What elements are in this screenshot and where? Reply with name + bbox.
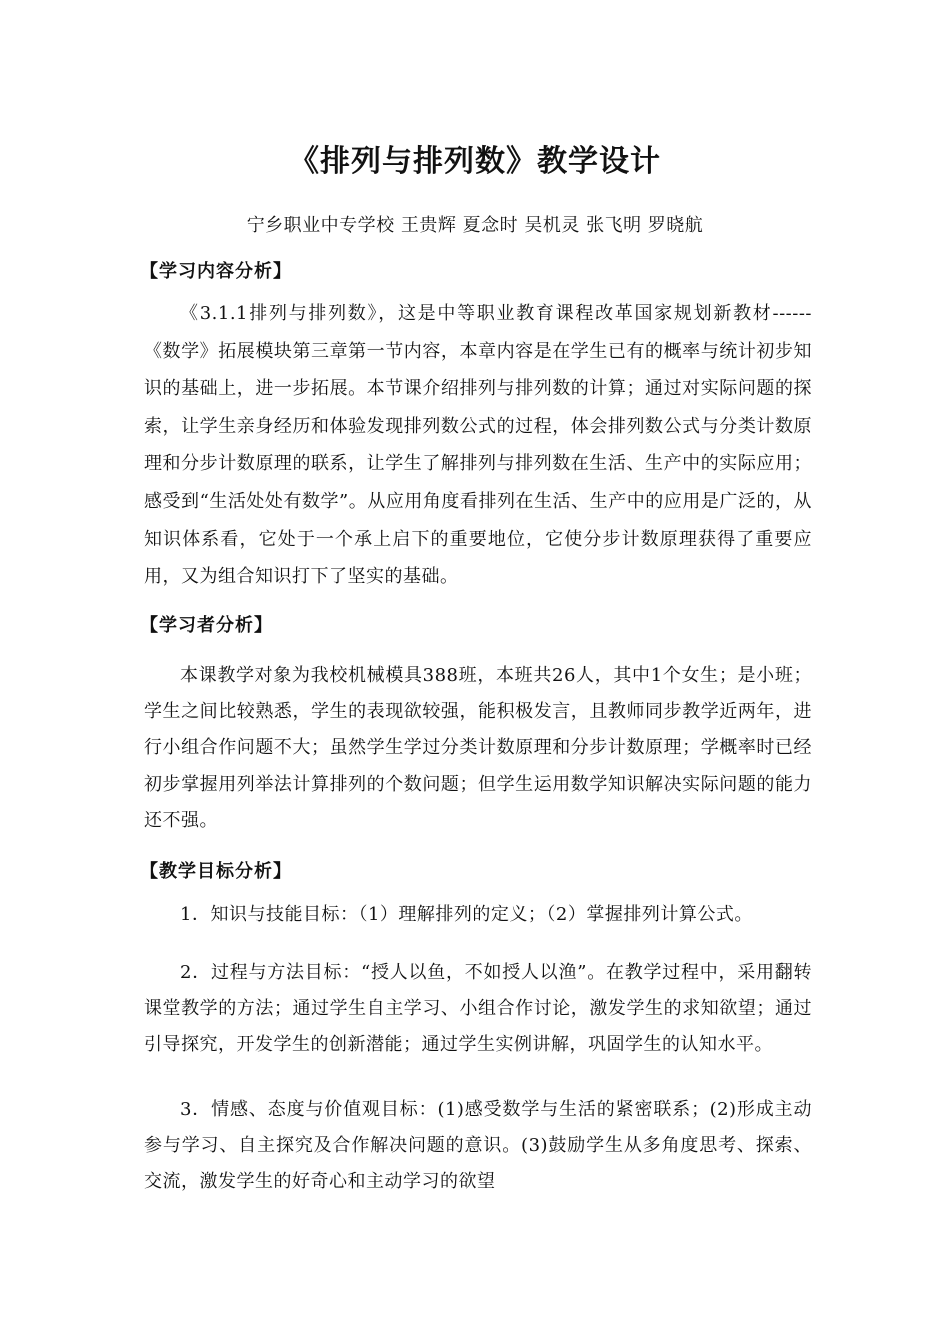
goal-process-methods: 2．过程与方法目标：“授人以鱼，不如授人以渔”。在教学过程中，采用翻转课堂教学的方法；通过学生自主学习、小组合作讨论，激发学生的求知欲望；通过引导探究，开发学生的创新潜能；通过学生实例讲解，巩固学生的认知水平。: [144, 962, 812, 1056]
section-heading-content-analysis: 【学习内容分析】: [140, 261, 292, 282]
goal-emotion-attitude-values: 3．情感、态度与价值观目标：(1)感受数学与生活的紧密联系；(2)形成主动参与学习、自主探究及合作解决问题的意识。(3)鼓励学生从多角度思考、探索、交流，激发学生的好奇心和主动学习的欲望: [144, 1099, 812, 1193]
author-line: 宁乡职业中专学校 王贵辉 夏念时 吴机灵 张飞明 罗晓航: [246, 215, 704, 236]
section-heading-learner-analysis: 【学习者分析】: [140, 615, 273, 636]
goal-knowledge-skills: 1．知识与技能目标：（1）理解排列的定义；（2）掌握排列计算公式。: [180, 904, 753, 925]
content-analysis-paragraph: 《3.1.1排列与排列数》，这是中等职业教育课程改革国家规划新教材------《数学》拓展模块第三章第一节内容，本章内容是在学生已有的概率与统计初步知识的基础上，进一步拓展。本节课介绍排列与排列数的计算；通过对实际问题的探索，让学生亲身经历和体验发现排列数公式的过程，体会排列数公式与分类计数原理和分步计数原理的联系，让学生了解排列与排列数在生活、生产中的实际应用；感受到“生活处处有数学”。从应用角度看排列在生活、生产中的应用是广泛的，从知识体系看，它处于一个承上启下的重要地位，它使分步计数原理获得了重要应用，又为组合知识打下了坚实的基础。: [144, 303, 812, 588]
document-title: 《排列与排列数》教学设计: [289, 144, 661, 179]
learner-analysis-paragraph: 本课教学对象为我校机械模具388班，本班共26人，其中1个女生；是小班；学生之间比较熟悉，学生的表现欲较强，能积极发言，且教师同步教学近两年，进行小组合作问题不大；虽然学生学过分类计数原理和分步计数原理；学概率时已经初步掌握用列举法计算排列的个数问题；但学生运用数学知识解决实际问题的能力还不强。: [144, 665, 812, 831]
section-heading-goal-analysis: 【教学目标分析】: [140, 861, 292, 882]
